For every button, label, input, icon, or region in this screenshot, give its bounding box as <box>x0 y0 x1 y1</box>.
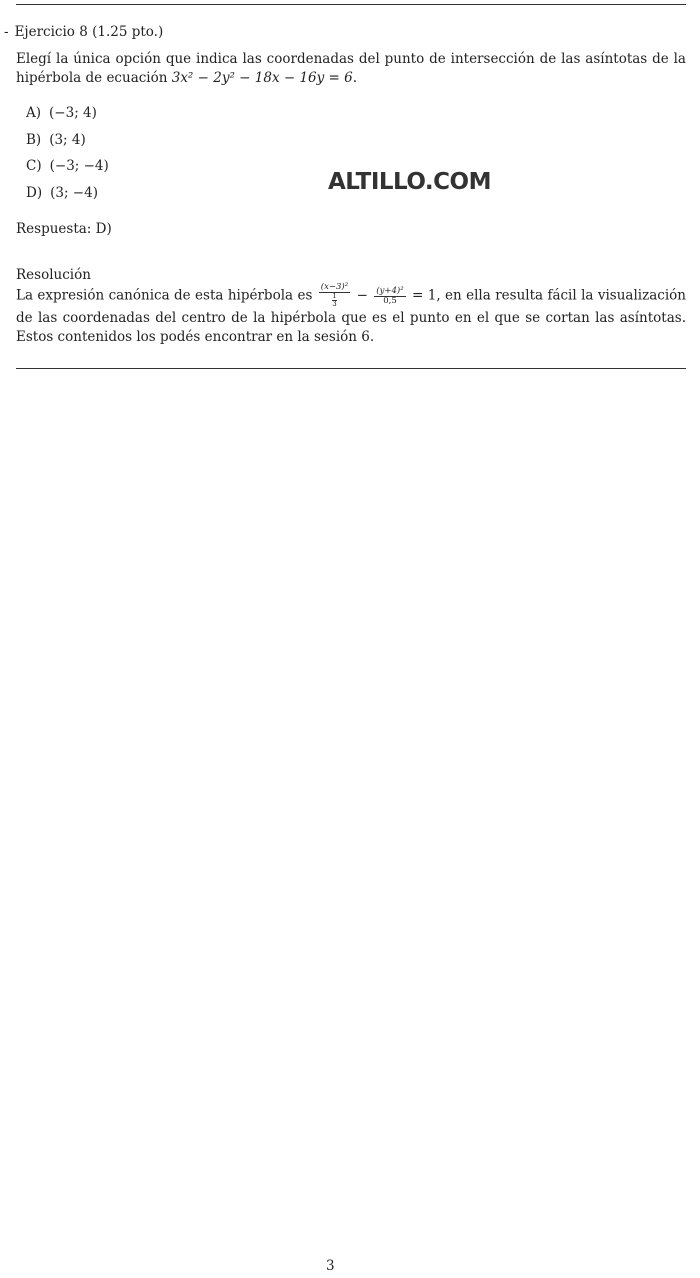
option-b <box>26 131 109 158</box>
option-value: (3; −4) <box>50 184 98 201</box>
fraction-x <box>319 283 350 309</box>
statement-end: . <box>352 70 358 86</box>
fraction-y-numerator: (y+4)² <box>376 285 404 296</box>
resolution-title: Resolución <box>16 267 91 283</box>
option-c <box>26 157 109 184</box>
resolution-paragraph <box>16 283 686 347</box>
fraction-y <box>374 287 405 306</box>
option-label: A) <box>26 105 42 121</box>
statement-equation: 3x² − 2y² − 18x − 16y = 6 <box>171 70 353 86</box>
watermark-logo: ALTILLO.COM <box>328 169 491 195</box>
resolution-text-after: = 1, en ella resulta fácil la visualización de las coordenadas del centro de la hipérbola que es el punto en el que se cortan las asíntotas. Estos contenidos los podés encontrar en la sesión 6. <box>16 287 686 345</box>
exercise-title: Ejercicio 8 (1.25 pto.) <box>14 24 164 40</box>
mini-fraction-denominator: 3 <box>332 300 337 308</box>
resolution-text-before: La expresión canónica de esta hipérbola es <box>16 287 317 304</box>
top-rule <box>16 4 686 5</box>
fraction-y-denominator: 0,5 <box>383 295 397 306</box>
mini-fraction <box>332 293 336 308</box>
options-list <box>26 104 109 210</box>
page-number: 3 <box>326 1258 335 1274</box>
option-value: (−3; −4) <box>49 158 109 174</box>
option-label: C) <box>26 158 42 174</box>
exercise-statement <box>16 50 686 88</box>
statement-text: Elegí la única opción que indica las coordenadas del punto de intersección de las asíntotas de la hipérbola de ecuación <box>16 51 686 86</box>
exercise-bullet: - <box>4 24 9 40</box>
fraction-x-numerator: (x−3)² <box>320 282 349 292</box>
mini-fraction-numerator: 1 <box>332 292 337 300</box>
minus-sign: − <box>352 287 373 304</box>
bottom-rule <box>16 368 686 369</box>
option-value: (−3; 4) <box>49 105 97 121</box>
option-label: D) <box>26 184 43 201</box>
option-label: B) <box>26 131 42 148</box>
option-d <box>26 184 109 211</box>
option-a <box>26 104 109 131</box>
answer-text: Respuesta: D) <box>16 221 112 237</box>
fraction-x-denominator <box>319 293 350 309</box>
exercise-header <box>4 24 163 40</box>
option-value: (3; 4) <box>49 131 86 148</box>
